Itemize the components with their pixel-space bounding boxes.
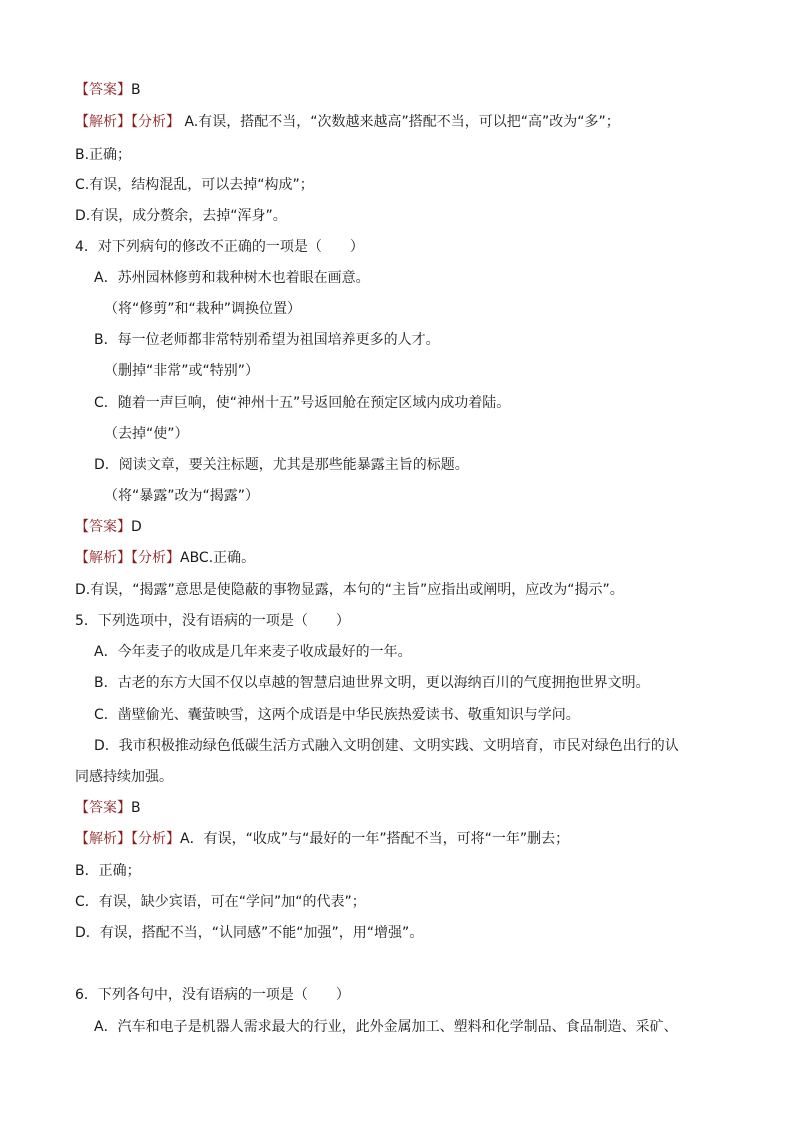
fenxi-tag: 【分析】 bbox=[131, 550, 180, 566]
analysis-line bbox=[75, 548, 255, 568]
answer-tag: 【答案】 bbox=[75, 800, 131, 816]
answer-line bbox=[75, 80, 141, 100]
answer-tag: 【答案】 bbox=[75, 82, 131, 98]
fenxi-tag: 【分析】 bbox=[131, 831, 180, 847]
option-a: A．今年麦子的收成是几年来麦子收成最好的一年。 bbox=[94, 644, 412, 660]
analysis-tag: 【解析】 bbox=[75, 114, 131, 130]
analysis-line: D．有误，搭配不当，“认同感”不能“加强”，用“增强”。 bbox=[75, 925, 424, 941]
analysis-text: A.有误，搭配不当，“次数越来越高”搭配不当，可以把“高”改为“多”； bbox=[180, 114, 620, 130]
analysis-line bbox=[75, 829, 569, 849]
answer-tag: 【答案】 bbox=[75, 519, 131, 535]
analysis-tag: 【解析】 bbox=[75, 831, 131, 847]
option-c: C．随着一声巨响，使“神州十五”号返回舱在预定区域内成功着陆。 bbox=[94, 395, 511, 411]
option-d-continued: 同感持续加强。 bbox=[75, 769, 173, 785]
analysis-line: D.有误，成分赘余，去掉“浑身”。 bbox=[75, 208, 287, 224]
analysis-line: B．正确； bbox=[75, 863, 141, 879]
option-b: B．每一位老师都非常特别希望为祖国培养更多的人才。 bbox=[94, 332, 440, 348]
option-b-note: （删掉“非常”或“特别”） bbox=[104, 363, 260, 379]
option-a-note: （将“修剪”和“栽种”调换位置） bbox=[104, 301, 302, 317]
question-stem: 5．下列选项中，没有语病的一项是（ ） bbox=[75, 613, 350, 629]
analysis-line: C.有误，结构混乱，可以去掉“构成”； bbox=[75, 177, 314, 193]
option-d: D．阅读文章，要关注标题，尤其是那些能暴露主旨的标题。 bbox=[94, 457, 469, 473]
option-a: A．苏州园林修剪和栽种树木也着眼在画意。 bbox=[94, 270, 370, 286]
analysis-line: D.有误，“揭露”意思是使隐蔽的事物显露，本句的“主旨”应指出或阐明，应改为“揭示”。 bbox=[75, 582, 624, 598]
answer-line bbox=[75, 798, 141, 818]
answer-value: B bbox=[131, 82, 141, 98]
analysis-line: B.正确； bbox=[75, 147, 132, 163]
answer-value: B bbox=[131, 800, 141, 816]
analysis-tag: 【解析】 bbox=[75, 550, 131, 566]
option-b: B．古老的东方大国不仅以卓越的智慧启迪世界文明，更以海纳百川的气度拥抱世界文明。 bbox=[94, 675, 650, 691]
analysis-text: A．有误，“收成”与“最好的一年”搭配不当，可将“一年”删去； bbox=[180, 831, 570, 847]
question-stem: 6．下列各句中，没有语病的一项是（ ） bbox=[75, 987, 350, 1003]
analysis-line bbox=[75, 112, 620, 132]
analysis-line: C．有误，缺少宾语，可在“学问”加“的代表”； bbox=[75, 894, 366, 910]
question-stem: 4．对下列病句的修改不正确的一项是（ ） bbox=[75, 239, 364, 255]
option-c-note: （去掉“使”） bbox=[104, 426, 189, 442]
answer-line bbox=[75, 517, 142, 537]
option-d-note: （将“暴露”改为“揭露”） bbox=[104, 488, 260, 504]
option-d: D．我市积极推动绿色低碳生活方式融入文明创建、文明实践、文明培育，市民对绿色出行的认 bbox=[94, 738, 679, 754]
fenxi-tag: 【分析】 bbox=[131, 114, 180, 130]
option-c: C．凿壁偷光、囊萤映雪，这两个成语是中华民族热爱读书、敬重知识与学问。 bbox=[94, 707, 580, 723]
option-a: A．汽车和电子是机器人需求最大的行业，此外金属加工、塑料和化学制品、食品制造、采矿、 bbox=[94, 1019, 678, 1035]
analysis-text: ABC.正确。 bbox=[180, 550, 256, 566]
answer-value: D bbox=[131, 519, 142, 535]
